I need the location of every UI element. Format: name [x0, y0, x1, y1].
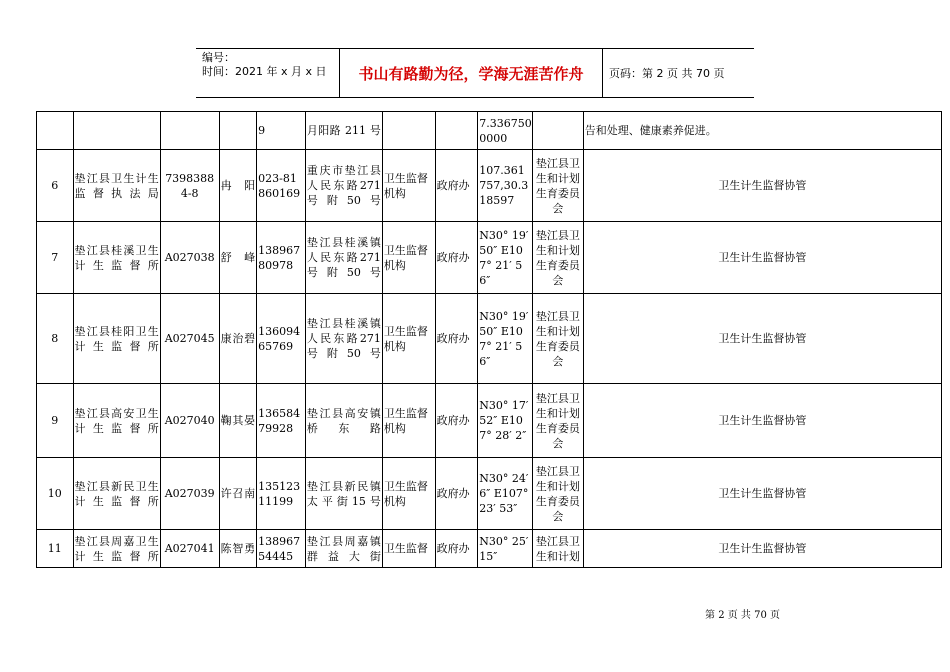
- institution-code-cell: A027038: [160, 222, 219, 294]
- service-scope-cell: 卫生计生监督协管: [583, 150, 941, 222]
- ownership-cell: 政府办: [435, 530, 478, 568]
- institution-table: [36, 111, 942, 568]
- supervising-dept-cell: [533, 112, 584, 150]
- row-number-cell: 11: [37, 530, 74, 568]
- header-meta: [202, 51, 332, 79]
- institution-name-cell: 垫江县高安卫生计生监督所: [73, 384, 160, 458]
- institution-name-cell: 垫江县周嘉卫生计生监督所: [73, 530, 160, 568]
- institution-type-cell: 卫生监督: [382, 530, 435, 568]
- contact-person-cell: 许召南: [219, 458, 257, 530]
- row-number-cell: 10: [37, 458, 74, 530]
- service-scope-cell: 卫生计生监督协管: [583, 384, 941, 458]
- serial-label: 编号：: [202, 51, 235, 64]
- service-scope-cell: 卫生计生监督协管: [583, 294, 941, 384]
- ownership-cell: 政府办: [435, 458, 478, 530]
- row-number-cell: 8: [37, 294, 74, 384]
- coordinates-cell: N30° 19′ 50″ E107° 21′ 56″: [478, 294, 533, 384]
- table-row: [37, 112, 942, 150]
- service-scope-cell: 卫生计生监督协管: [583, 222, 941, 294]
- ownership-cell: [435, 112, 478, 150]
- institution-type-cell: 卫生监督机构: [382, 458, 435, 530]
- address-cell: 垫江县桂溪镇人民东路271号附50号: [305, 222, 382, 294]
- institution-type-cell: [382, 112, 435, 150]
- institution-code-cell: A027040: [160, 384, 219, 458]
- institution-type-cell: 卫生监督机构: [382, 222, 435, 294]
- table-row: [37, 458, 942, 530]
- supervising-dept-cell: 垫江县卫生和计划生育委员会: [533, 384, 584, 458]
- page-header: [196, 48, 754, 98]
- supervising-dept-cell: 垫江县卫生和计划生育委员会: [533, 222, 584, 294]
- institution-code-cell: A027041: [160, 530, 219, 568]
- supervising-dept-cell: 垫江县卫生和计划生育委员会: [533, 150, 584, 222]
- address-cell: 垫江县新民镇太平街15号: [305, 458, 382, 530]
- coordinates-cell: N30° 24′ 6″ E107° 23′ 53″: [478, 458, 533, 530]
- phone-number-cell: 023-81860169: [257, 150, 306, 222]
- coordinates-cell: N30° 19′ 50″ E107° 21′ 56″: [478, 222, 533, 294]
- table-row: [37, 150, 942, 222]
- institution-type-cell: 卫生监督机构: [382, 294, 435, 384]
- row-number-cell: 7: [37, 222, 74, 294]
- address-cell: 垫江县高安镇桥东路: [305, 384, 382, 458]
- table-row: [37, 530, 942, 568]
- address-cell: 月阳路 211 号: [305, 112, 382, 150]
- phone-number-cell: 9: [257, 112, 306, 150]
- coordinates-cell: N30° 17′ 52″ E107° 28′ 2″: [478, 384, 533, 458]
- contact-person-cell: 舒峰: [219, 222, 257, 294]
- motto: 书山有路勤为径，学海无涯苦作舟: [358, 64, 584, 83]
- table-row: [37, 294, 942, 384]
- institution-name-cell: 垫江县桂溪卫生计生监督所: [73, 222, 160, 294]
- contact-person-cell: 康治碧: [219, 294, 257, 384]
- institution-code-cell: A027045: [160, 294, 219, 384]
- ownership-cell: 政府办: [435, 384, 478, 458]
- institution-code-cell: 73983884-8: [160, 150, 219, 222]
- page-label: 页码：第 2 页 共 70 页: [609, 67, 725, 80]
- table-row: [37, 222, 942, 294]
- service-scope-cell: 卫生计生监督协管: [583, 458, 941, 530]
- coordinates-cell: N30° 25′ 15″: [478, 530, 533, 568]
- contact-person-cell: 鞠其晏: [219, 384, 257, 458]
- coordinates-cell: 107.361757,30.318597: [478, 150, 533, 222]
- supervising-dept-cell: 垫江县卫生和计划生育委员会: [533, 294, 584, 384]
- phone-number-cell: 13896754445: [257, 530, 306, 568]
- ownership-cell: 政府办: [435, 150, 478, 222]
- header-divider: [602, 49, 603, 97]
- institution-name-cell: 垫江县卫生计生监督执法局: [73, 150, 160, 222]
- institution-name-cell: 垫江县新民卫生计生监督所: [73, 458, 160, 530]
- supervising-dept-cell: 垫江县卫生和计划: [533, 530, 584, 568]
- institution-code-cell: [160, 112, 219, 150]
- institution-type-cell: 卫生监督机构: [382, 384, 435, 458]
- contact-person-cell: 陈智勇: [219, 530, 257, 568]
- contact-person-cell: 冉阳: [219, 150, 257, 222]
- institution-type-cell: 卫生监督机构: [382, 150, 435, 222]
- phone-number-cell: 13512311199: [257, 458, 306, 530]
- ownership-cell: 政府办: [435, 294, 478, 384]
- service-scope-cell: 告和处理、健康素养促进。: [583, 112, 941, 150]
- ownership-cell: 政府办: [435, 222, 478, 294]
- address-cell: 重庆市垫江县人民东路271号附50号: [305, 150, 382, 222]
- row-number-cell: 6: [37, 150, 74, 222]
- contact-person-cell: [219, 112, 257, 150]
- time-label: 时间：2021 年 x 月 x 日: [202, 65, 327, 78]
- institution-code-cell: A027039: [160, 458, 219, 530]
- phone-number-cell: 13609465769: [257, 294, 306, 384]
- phone-number-cell: 13896780978: [257, 222, 306, 294]
- address-cell: 垫江县周嘉镇群益大街: [305, 530, 382, 568]
- supervising-dept-cell: 垫江县卫生和计划生育委员会: [533, 458, 584, 530]
- address-cell: 垫江县桂溪镇人民东路271号附50号: [305, 294, 382, 384]
- row-number-cell: 9: [37, 384, 74, 458]
- institution-name-cell: 垫江县桂阳卫生计生监督所: [73, 294, 160, 384]
- page-footer: 第 2 页 共 70 页: [705, 610, 780, 621]
- table-row: [37, 384, 942, 458]
- coordinates-cell: 7.336750 0000: [478, 112, 533, 150]
- service-scope-cell: 卫生计生监督协管: [583, 530, 941, 568]
- institution-name-cell: [73, 112, 160, 150]
- row-number-cell: [37, 112, 74, 150]
- phone-number-cell: 13658479928: [257, 384, 306, 458]
